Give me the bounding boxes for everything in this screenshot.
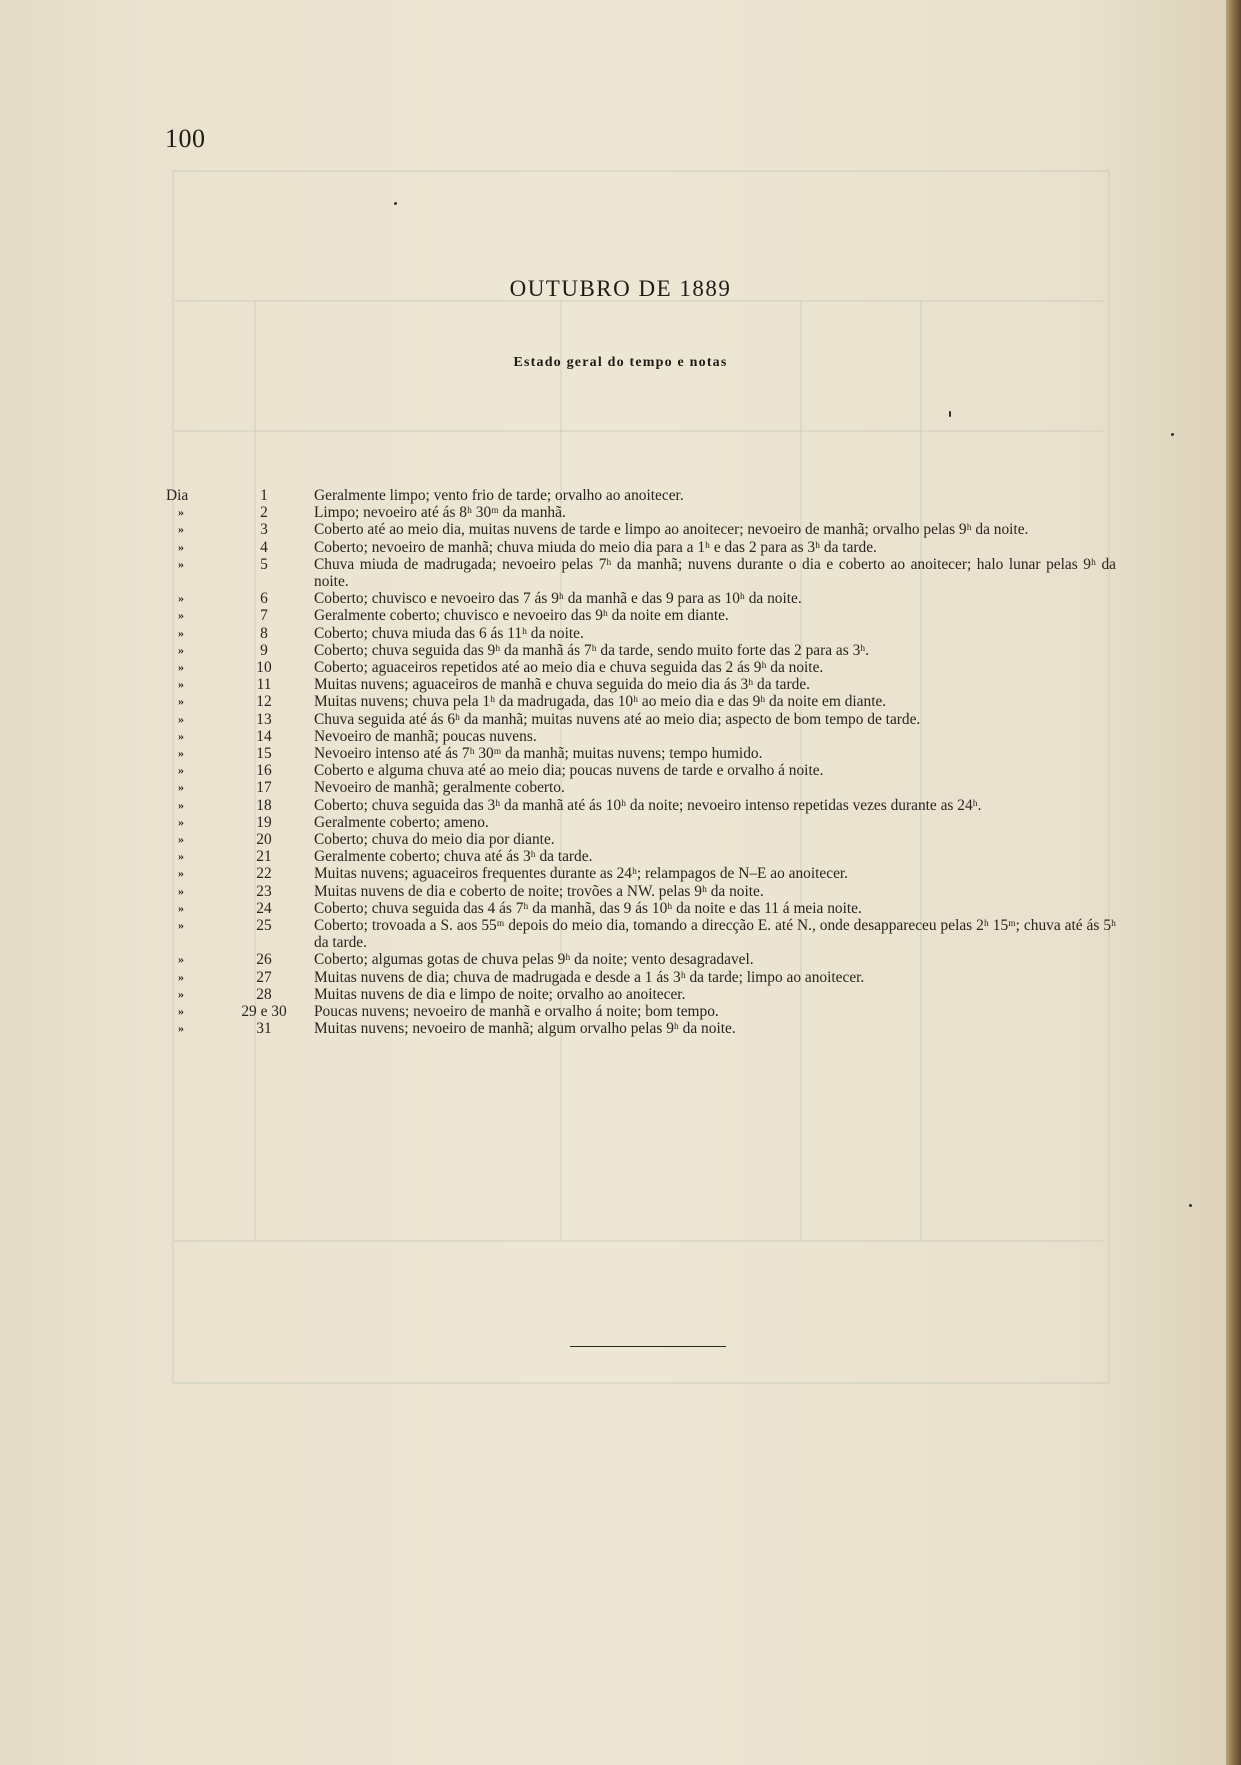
log-entry [166,848,1116,865]
day-number: 5 [260,555,268,573]
day-number: 20 [256,831,272,849]
log-entry [166,676,1116,693]
day-notes: Coberto; chuva do meio dia por diante. [314,831,555,849]
day-notes: Chuva miuda de madrugada; nevoeiro pelas 7ʰ da manhã; nuvens durante o dia e coberto ao anoitecer; halo lunar pelas 9ʰ da noite. [314,555,1116,591]
ditto-mark: » [178,711,184,726]
day-number: 4 [260,538,268,556]
ditto-mark: » [178,694,184,709]
day-notes: Muitas nuvens; nevoeiro de manhã; algum orvalho pelas 9ʰ da noite. [314,1020,736,1038]
ditto-mark: » [178,522,184,537]
day-notes: Geralmente coberto; chuva até ás 3ʰ da tarde. [314,848,593,866]
day-number: 9 [260,641,268,659]
day-notes: Nevoeiro de manhã; geralmente coberto. [314,779,565,797]
log-entry [166,556,1116,590]
day-number: 24 [256,899,272,917]
day-number: 16 [256,762,272,780]
page-title: OUTUBRO DE 1889 [509,276,732,301]
day-notes: Muitas nuvens de dia e coberto de noite; trovões a NW. pelas 9ʰ da noite. [314,882,764,900]
day-number: 7 [260,607,268,625]
day-number: 31 [256,1020,272,1038]
day-number: 6 [260,590,268,608]
ditto-mark: » [178,505,184,520]
page-number: 100 [165,124,206,153]
day-notes: Coberto e alguma chuva até ao meio dia; poucas nuvens de tarde e orvalho á noite. [314,762,824,780]
ditto-mark: » [178,728,184,743]
ditto-mark: » [178,900,184,915]
day-notes: Coberto; chuva seguida das 4 ás 7ʰ da manhã, das 9 ás 10ʰ da noite e das 11 á meia noite. [314,899,862,917]
log-entry [166,865,1116,882]
log-entry [166,745,1116,762]
day-number: 22 [256,865,272,883]
day-number: 29 e 30 [241,1003,287,1021]
ditto-mark: » [178,1021,184,1036]
log-entry [166,625,1116,642]
day-notes: Coberto; aguaceiros repetidos até ao meio dia e chuva seguida das 2 ás 9ʰ da noite. [314,659,824,677]
log-entry [166,883,1116,900]
ditto-mark: » [178,866,184,881]
ditto-mark: » [178,780,184,795]
log-entry [166,797,1116,814]
log-entry [166,900,1116,917]
log-entry [166,762,1116,779]
ditto-mark: » [178,625,184,640]
log-entry [166,779,1116,796]
day-notes: Muitas nuvens de dia; chuva de madrugada e desde a 1 ás 3ʰ da tarde; limpo ao anoitecer. [314,968,865,986]
ink-speck [949,411,951,417]
ditto-mark: » [178,556,184,571]
day-number: 19 [256,813,272,831]
ditto-mark: » [178,539,184,554]
ditto-mark: » [178,832,184,847]
page-subtitle: Estado geral do tempo e notas [513,355,728,370]
log-entry [166,590,1116,607]
day-notes: Chuva seguida até ás 6ʰ da manhã; muitas nuvens até ao meio dia; aspecto de bom tempo de tarde. [314,710,921,728]
ditto-mark: » [178,677,184,692]
day-notes: Limpo; nevoeiro até ás 8ʰ 30ᵐ da manhã. [314,504,566,522]
ditto-mark: » [178,746,184,761]
ditto-mark: » [178,849,184,864]
log-entry [166,504,1116,521]
log-entry [166,728,1116,745]
ink-speck [1171,433,1174,436]
log-entry [166,986,1116,1003]
book-spine-edge [1226,0,1241,1765]
day-number: 17 [256,779,272,797]
day-notes: Poucas nuvens; nevoeiro de manhã e orvalho á noite; bom tempo. [314,1003,719,1021]
day-notes: Coberto; nevoeiro de manhã; chuva miuda do meio dia para a 1ʰ e das 2 para as 3ʰ da tarde. [314,538,877,556]
ditto-mark: » [178,952,184,967]
day-number: 21 [256,848,272,866]
log-entry [166,814,1116,831]
weather-log [166,487,1116,1038]
day-number: 3 [260,521,268,539]
log-entry [166,539,1116,556]
log-entry [166,951,1116,968]
day-heading: Dia [166,487,189,504]
day-number: 12 [256,693,272,711]
day-notes: Coberto; chuva miuda das 6 ás 11ʰ da noite. [314,624,584,642]
day-notes: Coberto; chuva seguida das 3ʰ da manhã até ás 10ʰ da noite; nevoeiro intenso repetidas vezes durante as 24ʰ. [314,796,982,814]
day-notes: Muitas nuvens; chuva pela 1ʰ da madrugada, das 10ʰ ao meio dia e das 9ʰ da noite em diante. [314,693,887,711]
day-notes: Nevoeiro de manhã; poucas nuvens. [314,727,537,745]
ditto-mark: » [178,883,184,898]
closing-rule [570,1346,726,1347]
ink-speck [1189,1204,1192,1207]
day-number: 2 [260,504,268,522]
bleed-through-rule [174,430,1104,432]
log-entry [166,693,1116,710]
day-number: 15 [256,745,272,763]
ditto-mark: » [178,918,184,933]
log-entry [166,969,1116,986]
ditto-mark: » [178,986,184,1001]
log-entry [166,487,1116,504]
day-number: 18 [256,796,272,814]
ditto-mark: » [178,642,184,657]
day-number: 1 [260,487,268,504]
day-number: 13 [256,710,272,728]
day-number: 28 [256,985,272,1003]
log-entry [166,607,1116,624]
day-notes: Coberto; chuvisco e nevoeiro das 7 ás 9ʰ da manhã e das 9 para as 10ʰ da noite. [314,590,802,608]
day-number: 27 [256,968,272,986]
day-number: 11 [256,676,272,694]
day-notes: Coberto; algumas gotas de chuva pelas 9ʰ da noite; vento desagradavel. [314,951,754,969]
ink-speck [394,202,397,205]
day-number: 14 [256,727,272,745]
log-entry [166,521,1116,538]
day-number: 8 [260,624,268,642]
day-notes: Coberto até ao meio dia, muitas nuvens de tarde e limpo ao anoitecer; nevoeiro de manhã; orvalho pelas 9ʰ da noite. [314,521,1029,539]
log-entry [166,642,1116,659]
ditto-mark: » [178,797,184,812]
day-notes: Coberto; trovoada a S. aos 55ᵐ depois do meio dia, tomando a direcção E. até N., onde desappareceu pelas 2ʰ 15ᵐ; chuva até ás 5ʰ da tarde. [314,917,1116,952]
ditto-mark: » [178,591,184,606]
bleed-through-rule [174,1240,1104,1242]
log-entry [166,1003,1116,1020]
log-entry [166,659,1116,676]
ditto-mark: » [178,969,184,984]
day-notes: Nevoeiro intenso até ás 7ʰ 30ᵐ da manhã; muitas nuvens; tempo humido. [314,745,763,763]
ditto-mark: » [178,763,184,778]
ditto-mark: » [178,608,184,623]
log-entry [166,831,1116,848]
day-number: 26 [256,951,272,969]
day-notes: Coberto; chuva seguida das 9ʰ da manhã ás 7ʰ da tarde, sendo muito forte das 2 para as 3ʰ. [314,641,870,659]
log-entry [166,1020,1116,1037]
day-number: 10 [256,659,272,677]
day-notes: Geralmente limpo; vento frio de tarde; orvalho ao anoitecer. [314,487,684,504]
day-notes: Muitas nuvens de dia e limpo de noite; orvalho ao anoitecer. [314,985,686,1003]
ditto-mark: » [178,660,184,675]
day-number: 25 [256,917,272,935]
ditto-mark: » [178,1004,184,1019]
day-notes: Geralmente coberto; chuvisco e nevoeiro das 9ʰ da noite em diante. [314,607,729,625]
log-entry [166,711,1116,728]
day-notes: Muitas nuvens; aguaceiros frequentes durante as 24ʰ; relampagos de N–E ao anoitecer. [314,865,849,883]
day-notes: Geralmente coberto; ameno. [314,813,489,831]
day-number: 23 [256,882,272,900]
day-notes: Muitas nuvens; aguaceiros de manhã e chuva seguida do meio dia ás 3ʰ da tarde. [314,676,811,694]
log-entry [166,917,1116,951]
ditto-mark: » [178,814,184,829]
